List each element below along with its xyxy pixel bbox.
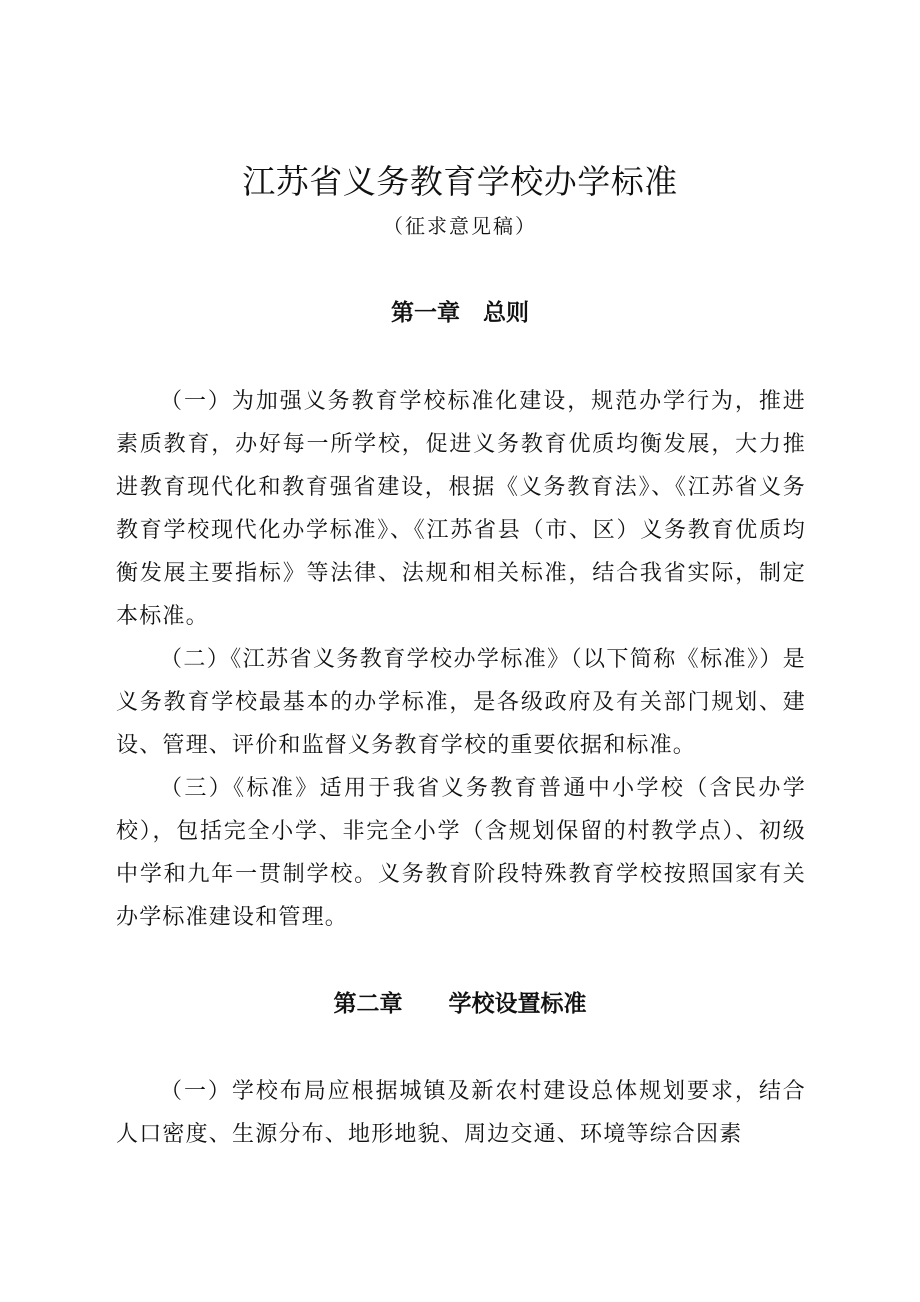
chapter-1-paragraph-1: （一）为加强义务教育学校标准化建设，规范办学行为，推进素质教育，办好每一所学校，促进义务教育优质均衡发展，大力推进教育现代化和教育强省建设，根据《义务教育法》、《江苏省义务教育学校现代化办学标准》、《江苏省县（市、区）义务教育优质均衡发展主要指标》等法律、法规和相关标准，结合我省实际，制定本标准。	[116, 389, 806, 629]
chapter-1-paragraph-2: （二）《江苏省义务教育学校办学标准》（以下简称《标准》）是义务教育学校最基本的办学标准，是各级政府及有关部门规划、建设、管理、评价和监督义务教育学校的重要依据和标准。	[116, 647, 806, 758]
chapter-1-paragraph-3: （三）《标准》适用于我省义务教育普通中小学校（含民办学校），包括完全小学、非完全小学（含规划保留的村教学点）、初级中学和九年一贯制学校。义务教育阶段特殊教育学校按照国家有关办学标准建设和管理。	[116, 776, 806, 930]
chapter-1-heading: 第一章 总则	[391, 300, 529, 326]
chapter-2-paragraph-1: （一）学校布局应根据城镇及新农村建设总体规划要求，结合人口密度、生源分布、地形地貌、周边交通、环境等综合因素	[116, 1079, 806, 1147]
document-title: 江苏省义务教育学校办学标准	[242, 162, 678, 201]
document-subtitle: （征求意见稿）	[383, 214, 537, 238]
chapter-2-heading: 第二章 学校设置标准	[333, 991, 587, 1017]
